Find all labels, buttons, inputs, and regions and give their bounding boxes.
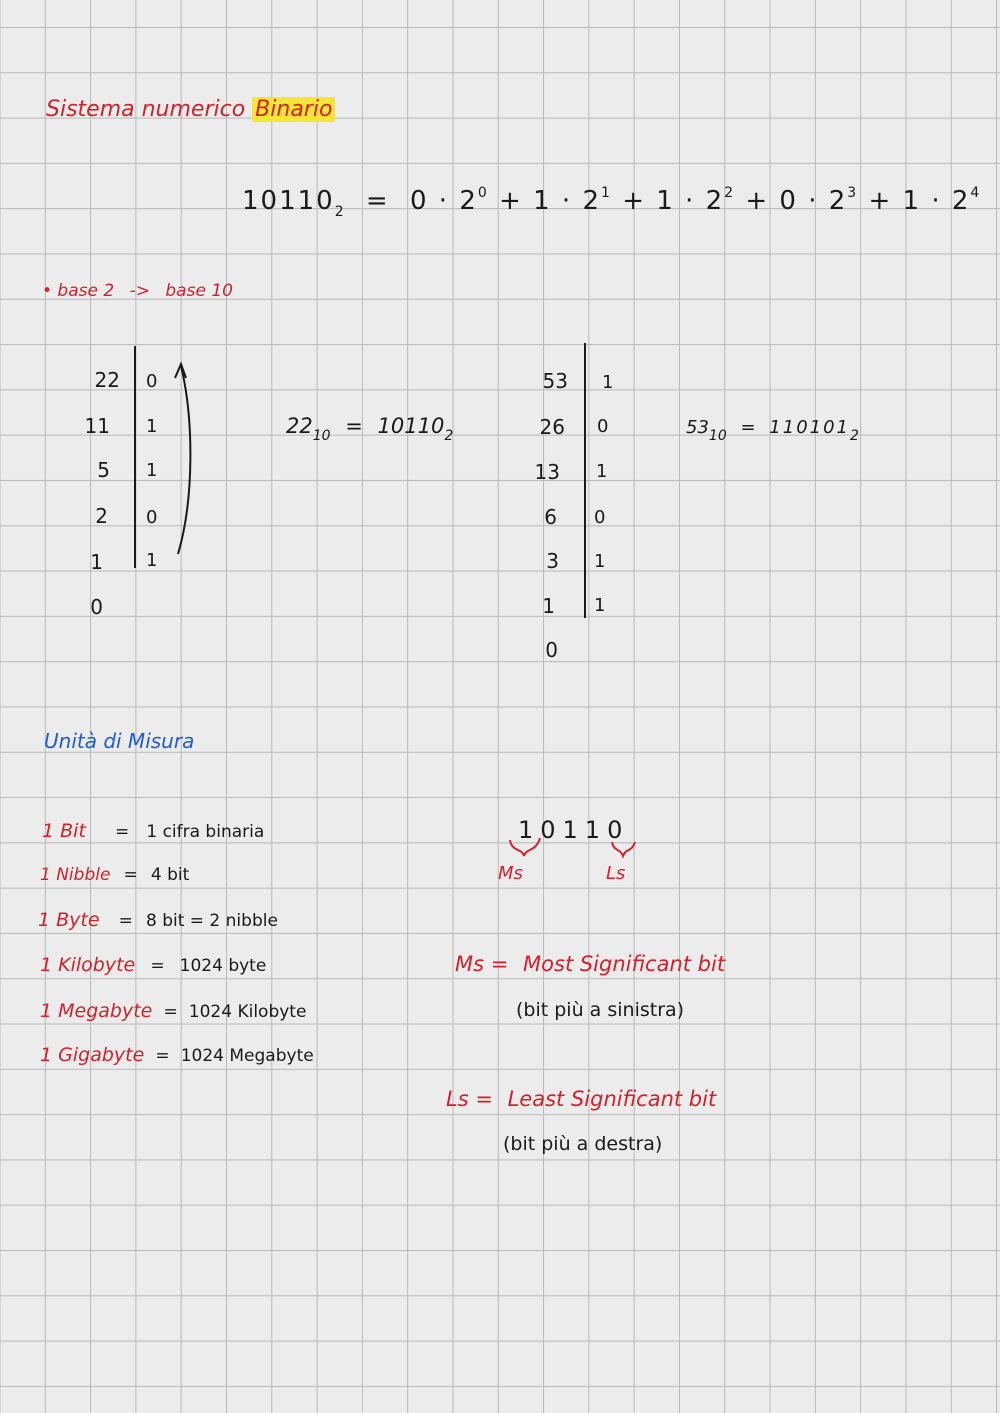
unit-row xyxy=(38,911,278,930)
formula-term: $1 \cdot 2^4$ xyxy=(902,185,982,216)
unit-name: 1 Megabyte xyxy=(40,1000,153,1022)
unit-row xyxy=(40,1002,306,1021)
division1-remainder: 0 xyxy=(146,507,158,528)
definition-ms: Ms = Most Significant bit xyxy=(455,952,726,976)
units-heading: Unità di Misura xyxy=(44,729,195,753)
title-highlight: Binario xyxy=(252,97,335,122)
division2-remainder: 1 xyxy=(602,372,614,393)
division2-remainder: 0 xyxy=(594,507,606,528)
unit-value: 1024 Kilobyte xyxy=(188,1002,307,1022)
division1-number: 11 xyxy=(84,414,110,438)
division2-separator xyxy=(584,343,586,618)
division1-number: 1 xyxy=(90,550,103,574)
division1-number: 5 xyxy=(97,458,110,482)
unit-name: 1 Gigabyte xyxy=(40,1044,145,1066)
division1-separator xyxy=(134,346,136,568)
formula-lhs-base: 2 xyxy=(334,204,346,220)
unit-row xyxy=(40,867,189,884)
division2-remainder: 0 xyxy=(597,416,609,437)
division1-remainder: 0 xyxy=(146,371,158,392)
ls-brace-icon xyxy=(612,842,635,856)
division2-result: $53_{10} = 110101_2$ xyxy=(686,417,859,444)
division1-remainder: 1 xyxy=(146,460,158,481)
definition-ls-note: (bit più a destra) xyxy=(503,1133,663,1155)
unit-value: 1024 byte xyxy=(179,956,267,976)
division2-number: 53 xyxy=(542,369,568,393)
unit-row xyxy=(42,822,264,841)
division2-remainder: 1 xyxy=(594,595,606,616)
formula-term: $0 \cdot 2^3$ + xyxy=(779,185,893,216)
bullet-to: base 10 xyxy=(165,281,233,301)
unit-name: 1 Nibble xyxy=(40,865,111,885)
page-title xyxy=(46,99,335,121)
conversion-bullet xyxy=(42,283,233,300)
ms-label: Ms xyxy=(498,863,523,884)
division2-number: 26 xyxy=(539,415,565,439)
formula-term: $0 \cdot 2^0$ + xyxy=(409,185,523,216)
division1-remainder: 1 xyxy=(146,416,158,437)
division2-remainder: 1 xyxy=(594,551,606,572)
title-text: Sistema numerico xyxy=(46,97,246,122)
arrow-head xyxy=(175,364,186,378)
unit-name: 1 Kilobyte xyxy=(40,954,136,976)
unit-value: 1024 Megabyte xyxy=(180,1046,314,1066)
bullet-from: • base 2 xyxy=(42,281,115,301)
bit-example-digits: 10110 xyxy=(518,816,630,844)
formula-term: $1 \cdot 2^2$ + xyxy=(656,185,770,216)
unit-row xyxy=(40,956,266,975)
unit-value: 1 cifra binaria xyxy=(146,822,265,842)
formula-equals: = xyxy=(365,186,390,216)
unit-value: 8 bit = 2 nibble xyxy=(145,911,278,931)
unit-value: 4 bit xyxy=(150,865,190,885)
division1-number: 0 xyxy=(90,595,103,619)
unit-equals: = xyxy=(150,956,165,976)
division1-number: 2 xyxy=(95,504,108,528)
definition-ls: Ls = Least Significant bit xyxy=(446,1087,717,1111)
unit-equals: = xyxy=(123,865,138,885)
division2-number: 6 xyxy=(544,505,557,529)
unit-equals: = xyxy=(163,1002,178,1022)
division2-number: 0 xyxy=(545,638,558,662)
up-arrow-icon xyxy=(178,366,190,554)
division1-number: 22 xyxy=(94,368,120,392)
formula-lhs: 10110 xyxy=(242,186,335,216)
division2-number: 1 xyxy=(542,594,555,618)
ls-label: Ls xyxy=(606,863,626,884)
unit-equals: = xyxy=(118,911,133,931)
formula-term: $1 \cdot 2^1$ + xyxy=(533,185,646,216)
division2-remainder: 1 xyxy=(596,461,608,482)
division1-result: $22_{10} = 10110_2$ xyxy=(286,414,454,444)
binary-expansion-formula xyxy=(242,186,981,219)
unit-name: 1 Byte xyxy=(38,909,100,931)
unit-equals: = xyxy=(155,1046,170,1066)
division2-number: 3 xyxy=(546,549,559,573)
division1-remainder: 1 xyxy=(146,550,158,571)
definition-ms-note: (bit più a sinistra) xyxy=(516,999,685,1021)
bullet-arrow: -> xyxy=(129,281,150,301)
unit-equals: = xyxy=(115,822,130,842)
unit-row xyxy=(40,1046,314,1065)
unit-name: 1 Bit xyxy=(42,820,86,842)
division2-number: 13 xyxy=(534,460,560,484)
